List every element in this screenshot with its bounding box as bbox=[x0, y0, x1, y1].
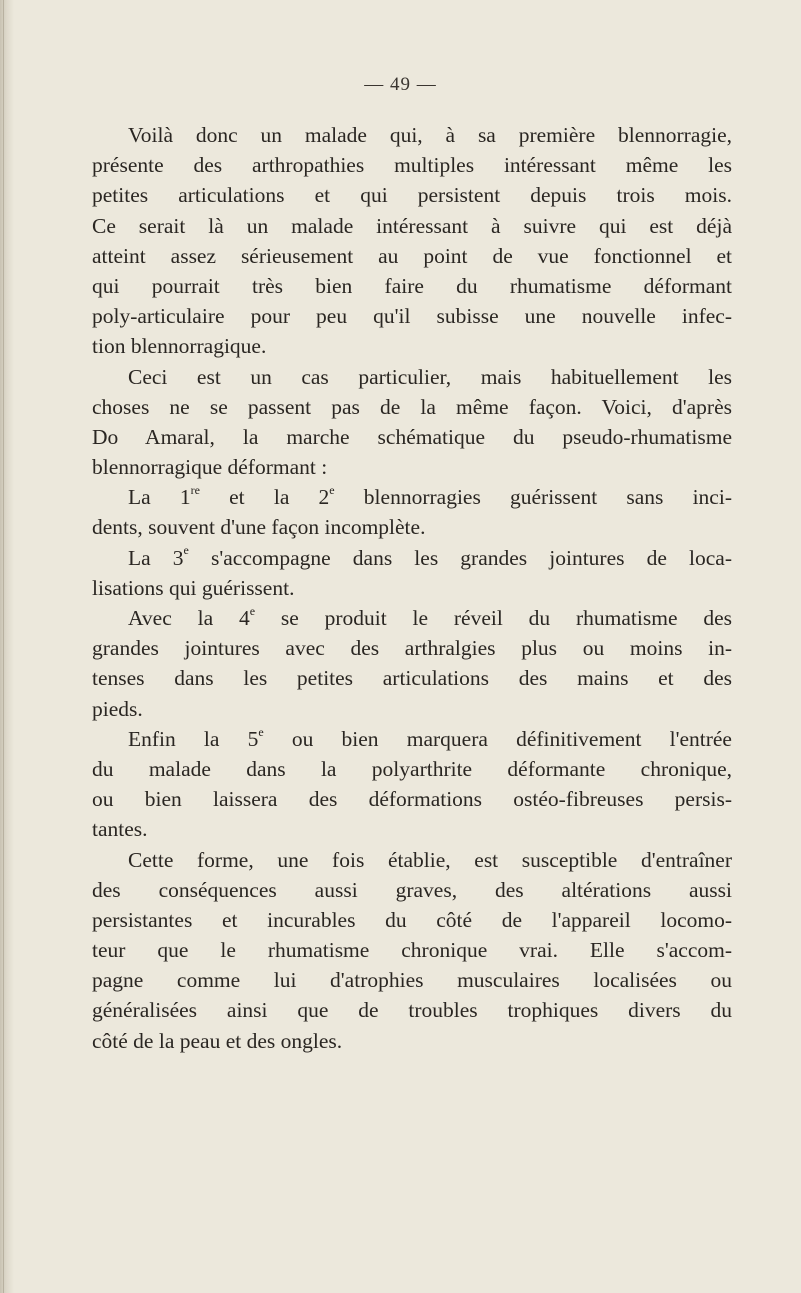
text-line: poly-articulaire pour peu qu'il subisse une nouvelle infec- bbox=[92, 304, 732, 329]
text-line: généralisées ainsi que de troubles trophiques divers du bbox=[92, 998, 732, 1023]
text-line bbox=[92, 633, 732, 663]
text-run: tantes. bbox=[92, 817, 148, 842]
text-line: Ceci est un cas particulier, mais habituellement les bbox=[128, 364, 732, 389]
text-line: persistantes et incurables du côté de l'appareil locomo- bbox=[92, 907, 732, 932]
paragraph bbox=[92, 362, 732, 483]
text-run: La 3 bbox=[128, 545, 184, 570]
text-run: Enfin la 5 bbox=[128, 726, 259, 751]
text-line bbox=[92, 754, 732, 784]
text-run: du malade dans la polyarthrite déformante chronique, bbox=[92, 756, 732, 781]
paragraph bbox=[92, 845, 732, 1056]
text-line: côté de la peau et des ongles. bbox=[92, 1028, 343, 1053]
text-line: des conséquences aussi graves, des altérations aussi bbox=[92, 877, 732, 902]
paragraph bbox=[92, 724, 732, 845]
text-line: présente des arthropathies multiples intéressant même les bbox=[92, 153, 732, 178]
body-text bbox=[92, 120, 732, 1056]
text-run: pieds. bbox=[92, 696, 143, 721]
text-run: dents, souvent d'une façon incomplète. bbox=[92, 515, 426, 540]
page-number: — 49 — bbox=[364, 74, 437, 95]
paragraph bbox=[92, 543, 732, 603]
text-run: grandes jointures avec des arthralgies plus ou moins in- bbox=[92, 636, 732, 661]
text-line: qui pourrait très bien faire du rhumatisme déformant bbox=[92, 273, 732, 298]
text-line bbox=[92, 784, 732, 814]
text-run: La 1 bbox=[128, 485, 191, 510]
text-run: s'accompagne dans les grandes jointures de loca- bbox=[188, 545, 732, 570]
paragraph bbox=[92, 120, 732, 362]
text-line: petites articulations et qui persistent depuis trois mois. bbox=[92, 183, 732, 208]
text-line bbox=[92, 512, 732, 542]
ordinal-superscript: e bbox=[258, 724, 264, 739]
ordinal-superscript: e bbox=[329, 483, 335, 498]
text-line bbox=[92, 603, 732, 633]
text-line: blennorragique déformant : bbox=[92, 455, 328, 480]
text-run: lisations qui guérissent. bbox=[92, 575, 295, 600]
text-run: Avec la 4 bbox=[128, 606, 250, 630]
text-line: teur que le rhumatisme chronique vrai. Elle s'accom- bbox=[92, 938, 732, 963]
text-line: atteint assez sérieusement au point de vue fonctionnel et bbox=[92, 243, 732, 268]
text-line: pagne comme lui d'atrophies musculaires localisées ou bbox=[92, 968, 732, 993]
text-line: tion blennorragique. bbox=[92, 334, 267, 359]
text-run: ou bien marquera définitivement l'entrée bbox=[263, 726, 732, 751]
text-line: Voilà donc un malade qui, à sa première blennorragie, bbox=[128, 123, 732, 147]
text-line: Do Amaral, la marche schématique du pseudo-rhumatisme bbox=[92, 424, 732, 449]
text-line bbox=[92, 814, 732, 844]
page-binding-edge bbox=[0, 0, 14, 1293]
text-line: Cette forme, une fois établie, est susceptible d'entraîner bbox=[128, 847, 732, 872]
text-run: blennorragies guérissent sans inci- bbox=[334, 485, 732, 510]
text-line bbox=[92, 724, 732, 754]
text-run: ou bien laissera des déformations ostéo-fibreuses persis- bbox=[92, 787, 732, 812]
text-line bbox=[92, 663, 732, 693]
text-line bbox=[92, 482, 732, 512]
ordinal-superscript: e bbox=[183, 543, 189, 558]
ordinal-superscript: e bbox=[249, 603, 256, 618]
paragraph bbox=[92, 603, 732, 724]
text-line: Ce serait là un malade intéressant à suivre qui est déjà bbox=[92, 213, 732, 238]
text-line bbox=[92, 694, 732, 724]
ordinal-superscript: re bbox=[190, 483, 200, 498]
text-run: et la 2 bbox=[199, 485, 330, 510]
text-line bbox=[92, 573, 732, 603]
text-line: choses ne se passent pas de la même façon. Voici, d'après bbox=[92, 394, 732, 419]
paragraph bbox=[92, 482, 732, 542]
text-run: se produit le réveil du rhumatisme des bbox=[255, 606, 732, 630]
text-run: tenses dans les petites articulations des mains et des bbox=[92, 666, 732, 691]
text-line bbox=[92, 543, 732, 573]
